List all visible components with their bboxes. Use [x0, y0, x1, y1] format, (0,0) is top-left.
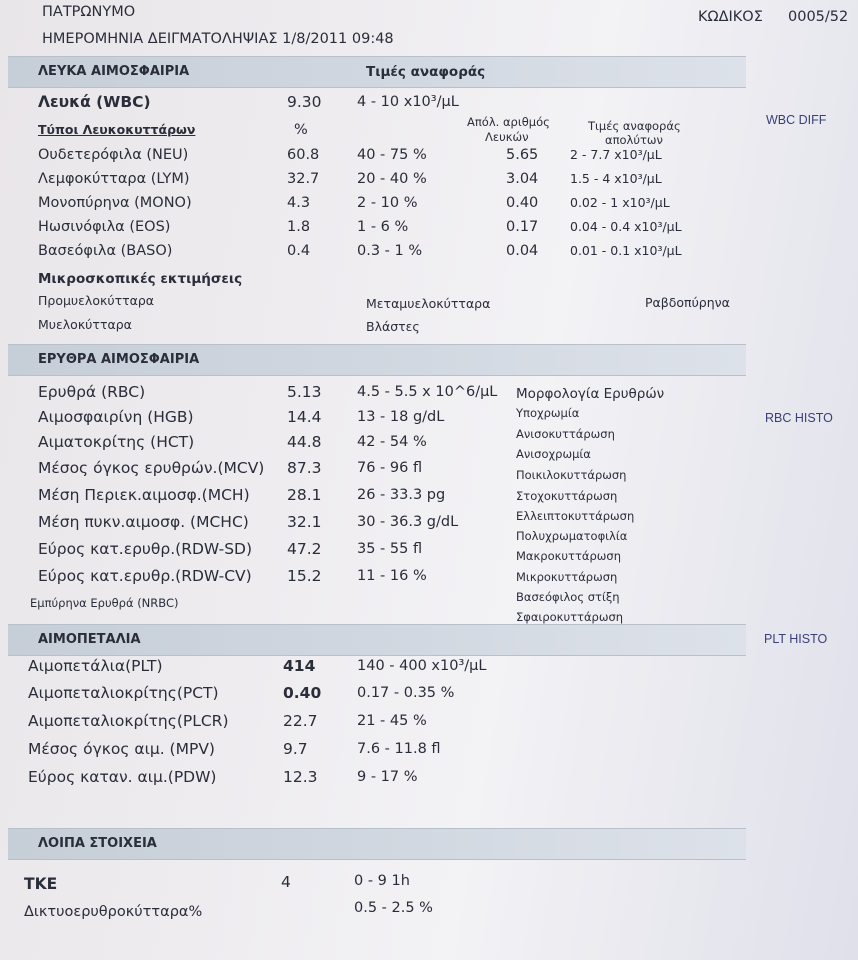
percent-label: % — [294, 122, 308, 138]
tke-value: 4 — [281, 873, 291, 891]
rbc-row — [0, 408, 858, 432]
micro-rabdo: Ραβδοπύρηνα — [645, 295, 730, 310]
rbc-section-title: ΕΡΥΘΡΑ ΑΙΜΟΣΦΑΙΡΙΑ — [38, 352, 200, 367]
morph-item: Υποχρωμία — [516, 406, 580, 420]
micro-metamyelo: Μεταμυελοκύτταρα — [366, 296, 491, 311]
wbc-section-title: ΛΕΥΚΑ ΑΙΜΟΣΦΑΙΡΙΑ — [38, 64, 190, 79]
wbc-diff-row — [0, 146, 858, 170]
rbc-row — [0, 540, 858, 564]
row-name: Ηωσινόφιλα (EOS) — [38, 219, 171, 235]
row-name: Ουδετερόφιλα (NEU) — [38, 147, 189, 163]
row-value: 1.8 — [287, 219, 311, 235]
plt-row — [0, 740, 858, 764]
row-value: 414 — [283, 657, 316, 675]
wbc-section-header — [8, 56, 746, 88]
tke-ref: 0 - 9 1h — [354, 873, 410, 889]
row-value: 0.40 — [283, 684, 322, 702]
wbc-diff-row — [0, 242, 858, 266]
row-value: 4.3 — [287, 195, 311, 211]
other-section-title: ΛΟΙΠΑ ΣΤΟΙΧΕΙΑ — [38, 836, 157, 851]
abs-ref-header-2: απολύτων — [605, 133, 663, 147]
morph-item: Ανισοχρωμία — [516, 447, 591, 461]
rbc-row — [0, 513, 858, 537]
row-ref: 1 - 6 % — [357, 219, 409, 235]
row-value: 22.7 — [283, 712, 318, 730]
wbc-main-row — [0, 93, 858, 117]
abs-ref-header-1: Τιμές αναφοράς — [588, 119, 681, 133]
rbc-row — [0, 433, 858, 457]
row-ref: 40 - 75 % — [357, 147, 427, 163]
row-value: 32.7 — [287, 171, 320, 187]
rbc-row — [0, 383, 858, 407]
row-value: 47.2 — [287, 540, 322, 558]
retic-name: Δικτυοερυθροκύτταρα% — [24, 904, 203, 920]
code-value: 0005/52 — [788, 9, 849, 25]
row-name: Εύρος καταν. αιμ.(PDW) — [28, 768, 217, 786]
rbc-histo-label: RBC HISTO — [765, 411, 833, 425]
row-name: Αιμοσφαιρίνη (HGB) — [38, 408, 194, 426]
row-abs-ref: 0.02 - 1 x10³/μL — [570, 195, 670, 210]
row-abs: 0.04 — [506, 243, 539, 259]
row-name: Μονοπύρηνα (MONO) — [38, 195, 192, 211]
abs-header-2: Λευκών — [485, 130, 529, 144]
rbc-section-header — [8, 344, 746, 376]
wbc-diff-row — [0, 170, 858, 194]
plt-section-header — [8, 624, 746, 656]
micro-title: Μικροσκοπικές εκτιμήσεις — [38, 271, 243, 287]
morph-item: Μακροκυττάρωση — [516, 549, 621, 563]
row-ref: 76 - 96 fl — [357, 460, 423, 476]
wbc-diff-row — [0, 194, 858, 218]
row-abs-ref: 1.5 - 4 x10³/μL — [570, 171, 662, 186]
plt-histo-label: PLT HISTO — [764, 632, 828, 646]
morph-item: Μικροκυττάρωση — [516, 570, 618, 584]
row-value: 44.8 — [287, 433, 322, 451]
row-value: 9.7 — [283, 740, 308, 758]
row-value: 87.3 — [287, 459, 322, 477]
row-ref: 30 - 36.3 g/dL — [357, 514, 459, 530]
row-ref: 21 - 45 % — [357, 713, 427, 729]
row-name: Μέσος όγκος ερυθρών.(MCV) — [38, 459, 265, 477]
morph-item: Σφαιροκυττάρωση — [516, 610, 624, 624]
plt-row — [0, 712, 858, 736]
abs-header-1: Απόλ. αριθμός — [467, 115, 550, 129]
micro-myelo: Μυελοκύτταρα — [38, 317, 132, 332]
row-value: 12.3 — [283, 768, 318, 786]
row-ref: 9 - 17 % — [357, 769, 418, 785]
row-name: Ερυθρά (RBC) — [38, 383, 146, 401]
row-name: Μέση Περιεκ.αιμοσφ.(MCH) — [38, 486, 250, 504]
row-ref: 26 - 33.3 pg — [357, 487, 446, 503]
row-name: Αιμοπετάλια(PLT) — [28, 657, 163, 675]
row-name: Αιμοπεταλιοκρίτης(PCT) — [28, 684, 219, 702]
wbc-diff-label: WBC DIFF — [766, 113, 827, 127]
rbc-row — [0, 459, 858, 483]
row-abs: 5.65 — [506, 147, 539, 163]
row-value: 14.4 — [287, 408, 322, 426]
row-ref: 11 - 16 % — [357, 568, 427, 584]
row-name: Βασεόφιλα (BASO) — [38, 243, 173, 259]
row-value: 0.4 — [287, 243, 311, 259]
row-name: Εύρος κατ.ερυθρ.(RDW-CV) — [38, 567, 252, 585]
morph-title: Μορφολογία Ερυθρών — [516, 386, 665, 402]
row-value: 32.1 — [287, 513, 322, 531]
row-ref: 42 - 54 % — [357, 434, 427, 450]
row-value: 15.2 — [287, 567, 322, 585]
row-abs: 0.40 — [506, 195, 539, 211]
plt-row — [0, 768, 858, 792]
row-name: Αιμοπεταλιοκρίτης(PLCR) — [28, 712, 229, 730]
rbc-row — [0, 567, 858, 591]
nrbc-label: Εμπύρηνα Ερυθρά (NRBC) — [30, 596, 179, 610]
wbc-diff-row — [0, 218, 858, 242]
micro-promyelo: Προμυελοκύτταρα — [38, 293, 155, 308]
plt-row — [0, 684, 858, 708]
row-abs: 0.17 — [506, 219, 539, 235]
row-ref: 0.3 - 1 % — [357, 243, 423, 259]
wbc-name: Λευκά (WBC) — [38, 93, 151, 111]
patronymo-label: ΠΑΤΡΩΝΥΜΟ — [42, 4, 136, 20]
wbc-ref: 4 - 10 x10³/μL — [357, 94, 459, 110]
wbc-value: 9.30 — [287, 93, 322, 111]
row-abs-ref: 2 - 7.7 x10³/μL — [570, 147, 662, 162]
other-section-header — [8, 828, 746, 860]
row-name: Λεμφοκύτταρα (LYM) — [38, 171, 190, 187]
row-value: 60.8 — [287, 147, 320, 163]
row-ref: 35 - 55 fl — [357, 541, 423, 557]
row-abs-ref: 0.04 - 0.4 x10³/μL — [570, 219, 682, 234]
tke-name: ΤΚΕ — [24, 875, 58, 893]
row-ref: 2 - 10 % — [357, 195, 418, 211]
retic-ref: 0.5 - 2.5 % — [354, 900, 433, 916]
morph-item: Ανισοκυττάρωση — [516, 427, 615, 441]
row-ref: 20 - 40 % — [357, 171, 427, 187]
row-name: Μέση πυκν.αιμοσφ. (MCHC) — [38, 513, 249, 531]
rbc-row — [0, 486, 858, 510]
code-label: ΚΩΔΙΚΟΣ — [698, 9, 763, 25]
morph-item: Βασεόφιλος στίξη — [516, 590, 620, 604]
row-ref: 0.17 - 0.35 % — [357, 685, 455, 701]
row-value: 5.13 — [287, 383, 322, 401]
row-ref: 140 - 400 x10³/μL — [357, 658, 487, 674]
micro-blasts: Βλάστες — [366, 319, 420, 334]
row-name: Αιματοκρίτης (HCT) — [38, 433, 195, 451]
sampling-date: ΗΜΕΡΟΜΗΝΙΑ ΔΕΙΓΜΑΤΟΛΗΨΙΑΣ 1/8/2011 09:48 — [42, 31, 394, 47]
row-abs-ref: 0.01 - 0.1 x10³/μL — [570, 243, 682, 258]
row-ref: 4.5 - 5.5 x 10^6/μL — [357, 384, 498, 400]
wbc-types-label: Τύποι Λευκοκυττάρων — [38, 122, 196, 137]
morph-item: Πολυχρωματοφιλία — [516, 529, 628, 543]
morph-item: Ελλειπτοκυττάρωση — [516, 509, 635, 523]
morph-item: Ποικιλοκυττάρωση — [516, 468, 627, 482]
plt-row — [0, 657, 858, 681]
row-name: Εύρος κατ.ερυθρ.(RDW-SD) — [38, 540, 253, 558]
reference-header: Τιμές αναφοράς — [366, 64, 486, 80]
row-name: Μέσος όγκος αιμ. (MPV) — [28, 740, 215, 758]
row-ref: 13 - 18 g/dL — [357, 409, 445, 425]
morph-item: Στοχοκυττάρωση — [516, 489, 618, 503]
plt-section-title: ΑΙΜΟΠΕΤΑΛΙΑ — [38, 632, 141, 647]
row-abs: 3.04 — [506, 171, 539, 187]
row-ref: 7.6 - 11.8 fl — [357, 741, 441, 757]
row-value: 28.1 — [287, 486, 322, 504]
